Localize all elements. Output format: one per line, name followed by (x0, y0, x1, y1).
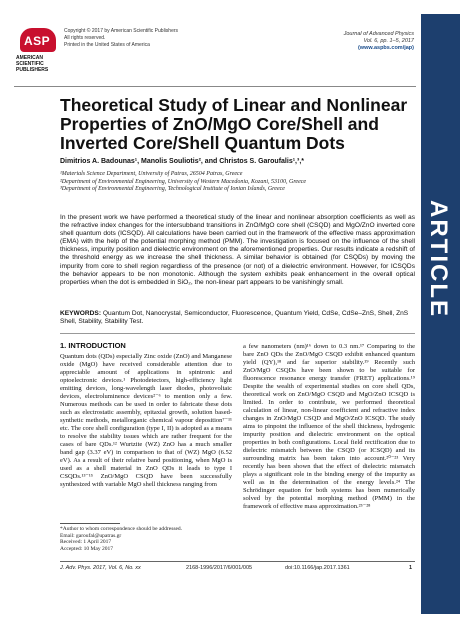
journal-volume: Vol. 6, pp. 1–5, 2017 (363, 38, 414, 44)
footnote-line: Accepted: 10 May 2017 (60, 545, 113, 552)
footer-journal: J. Adv. Phys. 2017, Vol. 6, No. xx (60, 565, 141, 571)
footnote-line: *Author to whom correspondence should be addressed. (60, 526, 183, 532)
header-rule (14, 86, 416, 87)
copyright-line: All rights reserved. (64, 35, 106, 41)
keywords-label: KEYWORDS: (60, 310, 102, 317)
publisher-name: AMERICAN SCIENTIFIC PUBLISHERS (16, 55, 49, 73)
body-column-left: Quantum dots (QDs) especially Zinc oxide (ZnO) and Manganese oxide (MgO) have received considerable attention due to appreciable amount of applications in spintronic and optoelectronic devices.¹ Photodetectors, high-efficiency light emitting devices, long-wavelength laser diodes, photovoltaic devices, electroluminence devices²⁻⁶ to mention only a few. Numerous methods can be used in order to fabricate these dots such as electrostatic assembly, epitaxial growth, solution based-synthetic methods, metallorganic chemical vapour deposition⁷⁻¹¹ etc. The core shell configuration (type I, II) is adopted as a means to resolve the stability issues which are rather frequent for the cases of bare QDs.¹² Wurtzite (WZ) ZnO has a much smaller band gap (3.37 eV) in comparison to that of (WZ) MgO (6.52 eV). As a result of their relative band positioning, when MgO is used as a shell material in ZnO QDs it leads to type I CSQDs.¹³⁻¹⁵ ZnO/MgO CSQD have been successfully synthesized with variable MgO shell thickness ranging from (60, 353, 232, 488)
footer-rule (60, 561, 415, 562)
affiliation: ³Department of Environmental Engineering, Technological Institute of Ionian Islands, Greece (60, 186, 285, 192)
copyright-line: Printed in the United States of America (64, 42, 150, 48)
page-number: 1 (409, 565, 413, 571)
journal-info (264, 31, 414, 52)
copyright-line: Copyright © 2017 by American Scientific Publishers (64, 28, 179, 34)
journal-url-link[interactable]: (www.aspbs.com/jap) (357, 45, 414, 51)
footnote-line: Received: 1 April 2017 (60, 539, 112, 545)
body-column-right: a few nanometers (nm)¹⁶ down to 0.3 nm.¹⁷ Comparing to the bare ZnO QDs the ZnO/MgO CSQD exhibit enhanced quantum yield (QY),¹⁸ and far superior stability.¹⁹ Recently such ZnO/MgO CSQDs have been shown to be suitable for fluorescence resonance energy transfer (FRET) applications.¹⁹ Despite the wealth of experimental studies on core shell QDs, theoretical work on ZnO/MgO CSQD and MgO/ZnO ICSQD is limited. In order to contribute, we performed theoretical calculation of linear, non-linear coefficient and refractive index changes in ZnO/MgO CSQD and MgO/ZnO ICSQD. The study aims to pinpoint the influence of the shell thickness, hydrogenic impurity position and dielectric environment on the optical properties in both configurations. Local field rectification due to dielectric mismatch between the CSQD (or ICSQD) and its surrounding matrix has been taken into account.²⁰⁻²³ Very recently has been shown that the effect of dielectric mismatch plays a significant role in the binding energy of the impurity as well as in the determination of the energy levels.²⁴ The Schrödinger equation for both systems has been numerically solved by the potential morphing method (PMM) in the framework of effective mass approximation.²⁵⁻²⁸ (243, 343, 415, 510)
abstract: In the present work we have performed a theoretical study of the linear and nonlinear absorption coefficients as well as the refractive index changes for the intersubband transitions in ZnO/MgO core shell (CSQD) and MgO/ZnO inverted core shell quantum dots (ICSQD). All calculations have been carried out in the framework of the effective mass approximation (EMA) with the help of the potential morphing method (PMM). The investigation is focused on the influence of the shell thickness, impurity position and dielectric environment on the aforementioned properties. Our results indicate a redshift of the threshold energy as we increase the shell thickness. A similar behavior is obtained (for CSQDs) by moving the impurity from core to shell region regardless of the presence (or not) of a dielectric environment. However, for ICSQDs the behavior appears to be non monotonic. Although the system exhibits peak enhancement in the overall optical properties when the dot is embedded in SiO₂, the non-linear part appears to be vanishingly small. (60, 214, 415, 286)
abstract-rule (60, 333, 415, 334)
footer-doi[interactable]: doi:10.1166/jap.2017.1361 (285, 565, 350, 571)
footnote (60, 526, 232, 552)
affiliation: ¹Materials Science Department, University of Patras, 26504 Patras, Greece (60, 171, 243, 177)
affiliation-list (60, 171, 415, 194)
affiliation: ²Department of Environmental Engineering, University of Western Macedonia, Kozani, 53100, Greece (60, 178, 307, 185)
publisher-logo-text: ASP (24, 34, 51, 48)
keywords (60, 310, 415, 326)
journal-name: Journal of Advanced Physics (343, 31, 414, 37)
copyright-block (64, 28, 264, 49)
keywords-text: Quantum Dot, Nanocrystal, Semiconductor, Fluorescence, Quantum Yield, CdSe, CdSe–ZnS, Shell, ZnS Shell, Stability, Stability Test. (60, 310, 409, 326)
section-heading: 1. INTRODUCTION (60, 341, 126, 350)
article-side-tab-label: ARTICLE (425, 200, 452, 318)
author-list: Dimitrios A. Badounas¹, Manolis Souliotis², and Christos S. Garoufalis¹,³,* (60, 158, 304, 165)
paper-title: Theoretical Study of Linear and Nonlinear Properties of ZnO/MgO Core/Shell and Inverted Core/Shell Quantum Dots (60, 95, 408, 153)
footnote-rule (60, 523, 120, 524)
footnote-email[interactable]: Email: garoufal@upatras.gr (60, 532, 122, 539)
footer-issn: 2168-1996/2017/6/001/005 (186, 565, 253, 571)
